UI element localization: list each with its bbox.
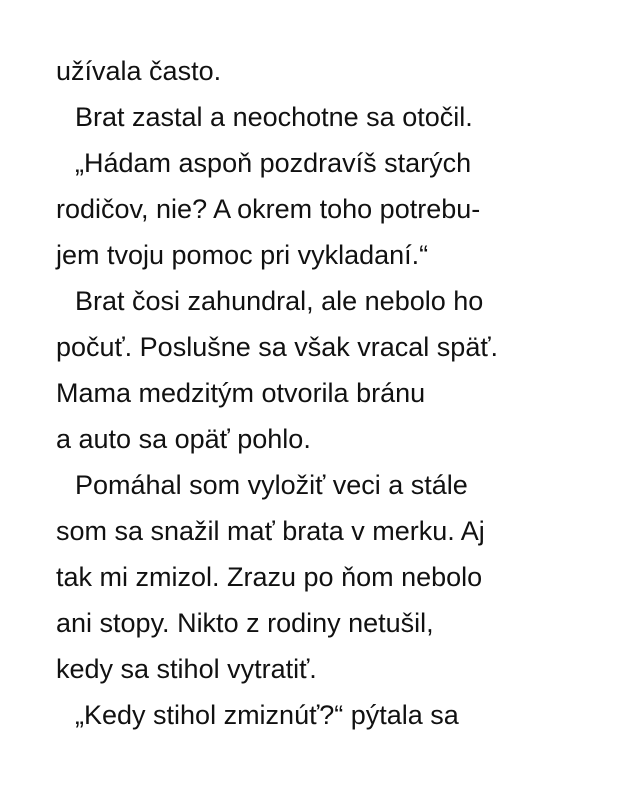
text-line: ani stopy. Nikto z rodiny netušil, (56, 608, 434, 638)
text-line: užívala často. (56, 56, 222, 86)
text-line: Brat zastal a neochotne sa otočil. (75, 102, 473, 132)
text-line: rodičov, nie? A okrem toho potrebu- (56, 194, 481, 224)
text-line: Pomáhal som vyložiť veci a stále (75, 470, 468, 500)
text-line: počuť. Poslušne sa však vracal späť. (56, 332, 498, 362)
text-line: jem tvoju pomoc pri vykladaní.“ (56, 240, 429, 270)
text-line: „Kedy stihol zmiznúť?“ pýtala sa (75, 700, 459, 730)
text-line: tak mi zmizol. Zrazu po ňom nebolo (56, 562, 483, 592)
text-line: „Hádam aspoň pozdravíš starých (75, 148, 472, 178)
text-line: kedy sa stihol vytratiť. (56, 654, 317, 684)
text-line: som sa snažil mať brata v merku. Aj (56, 516, 485, 546)
text-line: a auto sa opäť pohlo. (56, 424, 311, 454)
text-line: Brat čosi zahundral, ale nebolo ho (75, 286, 484, 316)
text-line: Mama medzitým otvorila bránu (56, 378, 426, 408)
